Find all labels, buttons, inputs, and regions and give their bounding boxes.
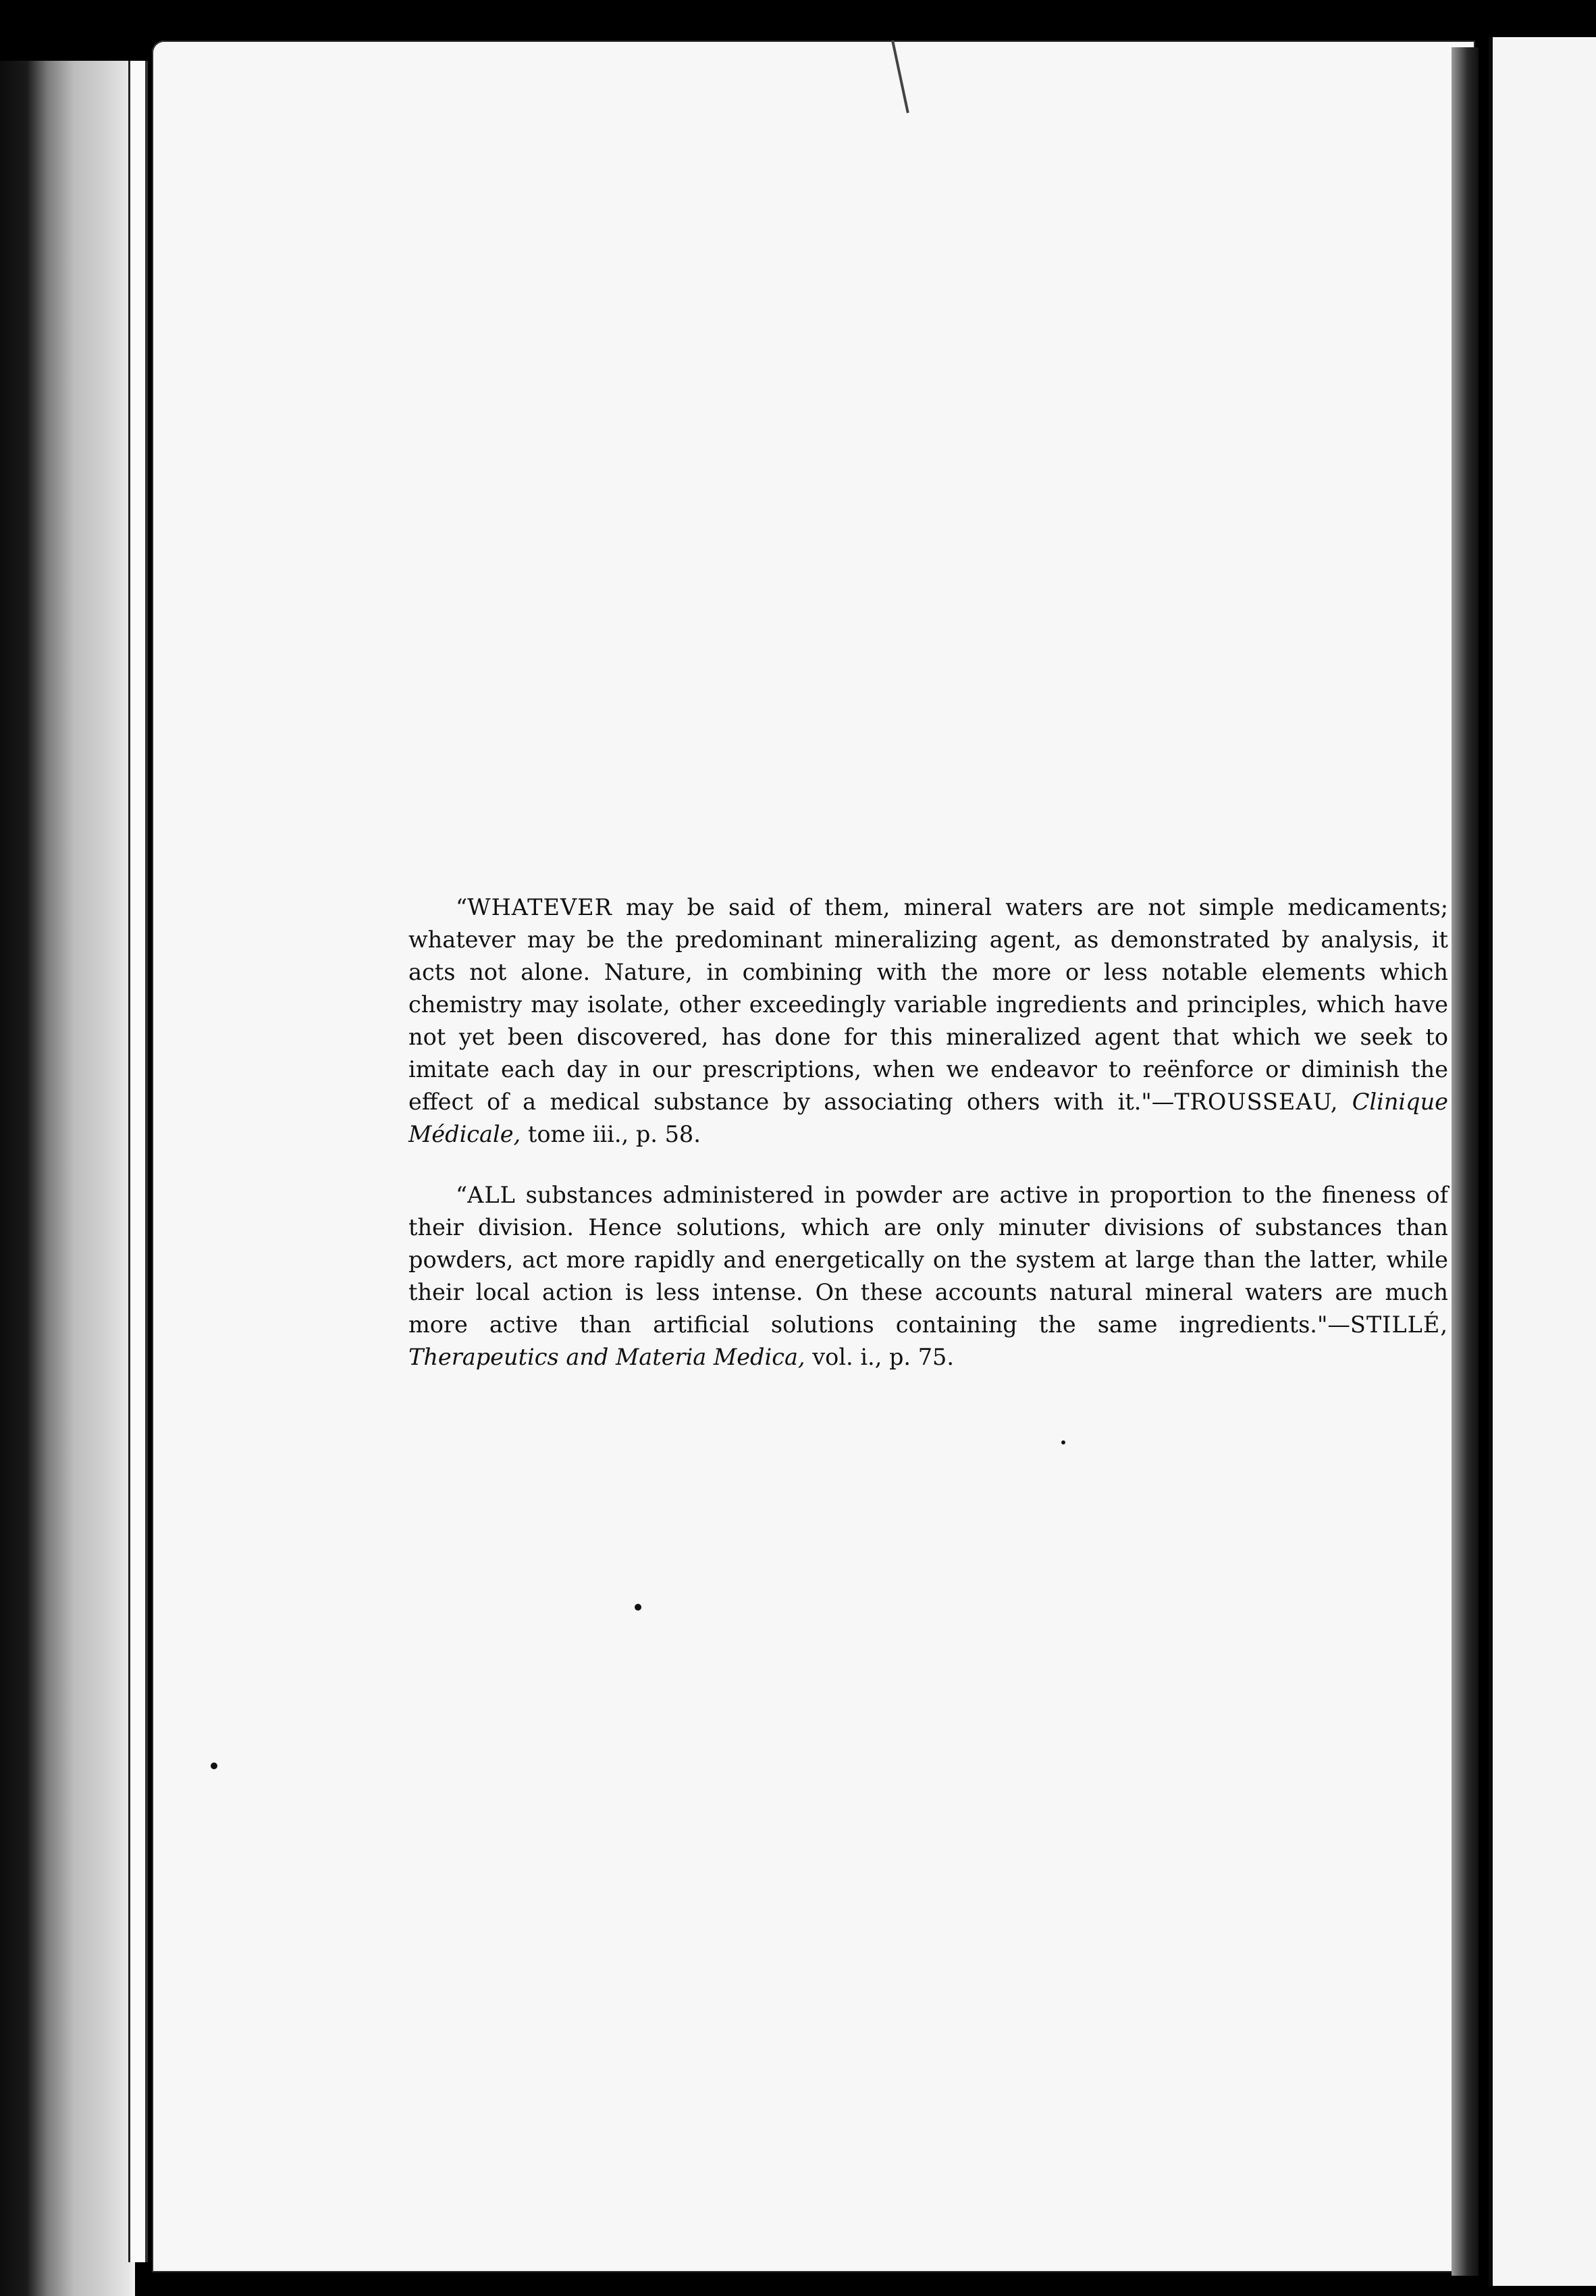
gutter-shadow	[1452, 47, 1479, 2276]
quote-lead-word: ALL	[467, 1182, 516, 1208]
quote-lead-word: WHATEVER	[467, 894, 612, 920]
page-edge-strip	[128, 61, 148, 2262]
quote-citation: tome iii., p. 58.	[521, 1121, 701, 1147]
epigraph-block	[408, 891, 1448, 1402]
ink-speck	[635, 1604, 641, 1611]
quote-stille: “ALL substances administered in powder are active in proportion to the fineness of their division. Hence solutions, which are only minuter divisions of substances than powders, act more rapidly and energetically on the system at large than the latter, while their local action is less intense. On these accounts natural mineral waters are much more active than artificial solutions containing the same ingredients."—STILLÉ, Therapeutics and Materia Medica, vol. i., p. 75.	[408, 1182, 1448, 1370]
quote-work-title: Therapeutics and Materia Medica,	[408, 1344, 805, 1370]
quote-work-title: Clinique Médicale,	[408, 1089, 1448, 1147]
quote-trousseau: “WHATEVER may be said of them, mineral waters are not simple medicaments; whatever may be the predominant mineralizing agent, as demonstrated by analysis, it acts not alone. Nature, in combining with the more or less notable elements which chemistry may isolate, other exceedingly variable ingredients and principles, which have not yet been discovered, has done for this mineralized agent that which we seek to imitate each day in our prescriptions, when we endeavor to reënforce or diminish the effect of a medical substance by associating others with it."—TROUSSEAU, Clinique Médicale, tome iii., p. 58.	[408, 894, 1448, 1147]
quote-body: may be said of them, mineral waters are not simple medicaments; whatever may be the predominant mineralizing agent, as demonstrated by analysis, it acts not alone. Nature, in combining with the more or less notable elements which chemistry may isolate, other exceedingly variable ingredients and principles, which have not yet been discovered, has done for this mineralized agent that which we seek to imitate each day in our prescriptions, when we endeavor to reënforce or diminish the effect of a medical substance by associating others with it."—	[408, 894, 1448, 1115]
quote-body: substances administered in powder are active in proportion to the fineness of their division. Hence solutions, which are only minuter divisions of substances than powders, act more rapidly and energetically on the system at large than the latter, while their local action is less intense. On these accounts natural mineral waters are much more active than artificial solutions containing the same ingredients."—	[408, 1182, 1448, 1338]
quote-author: STILLÉ,	[1350, 1311, 1448, 1338]
ink-speck	[211, 1763, 217, 1769]
book-binding-edge	[0, 61, 135, 2296]
adjacent-page-edge	[1489, 37, 1596, 2286]
quote-citation: vol. i., p. 75.	[805, 1344, 955, 1370]
quote-author: TROUSSEAU,	[1174, 1089, 1339, 1115]
ink-speck	[1061, 1440, 1065, 1444]
